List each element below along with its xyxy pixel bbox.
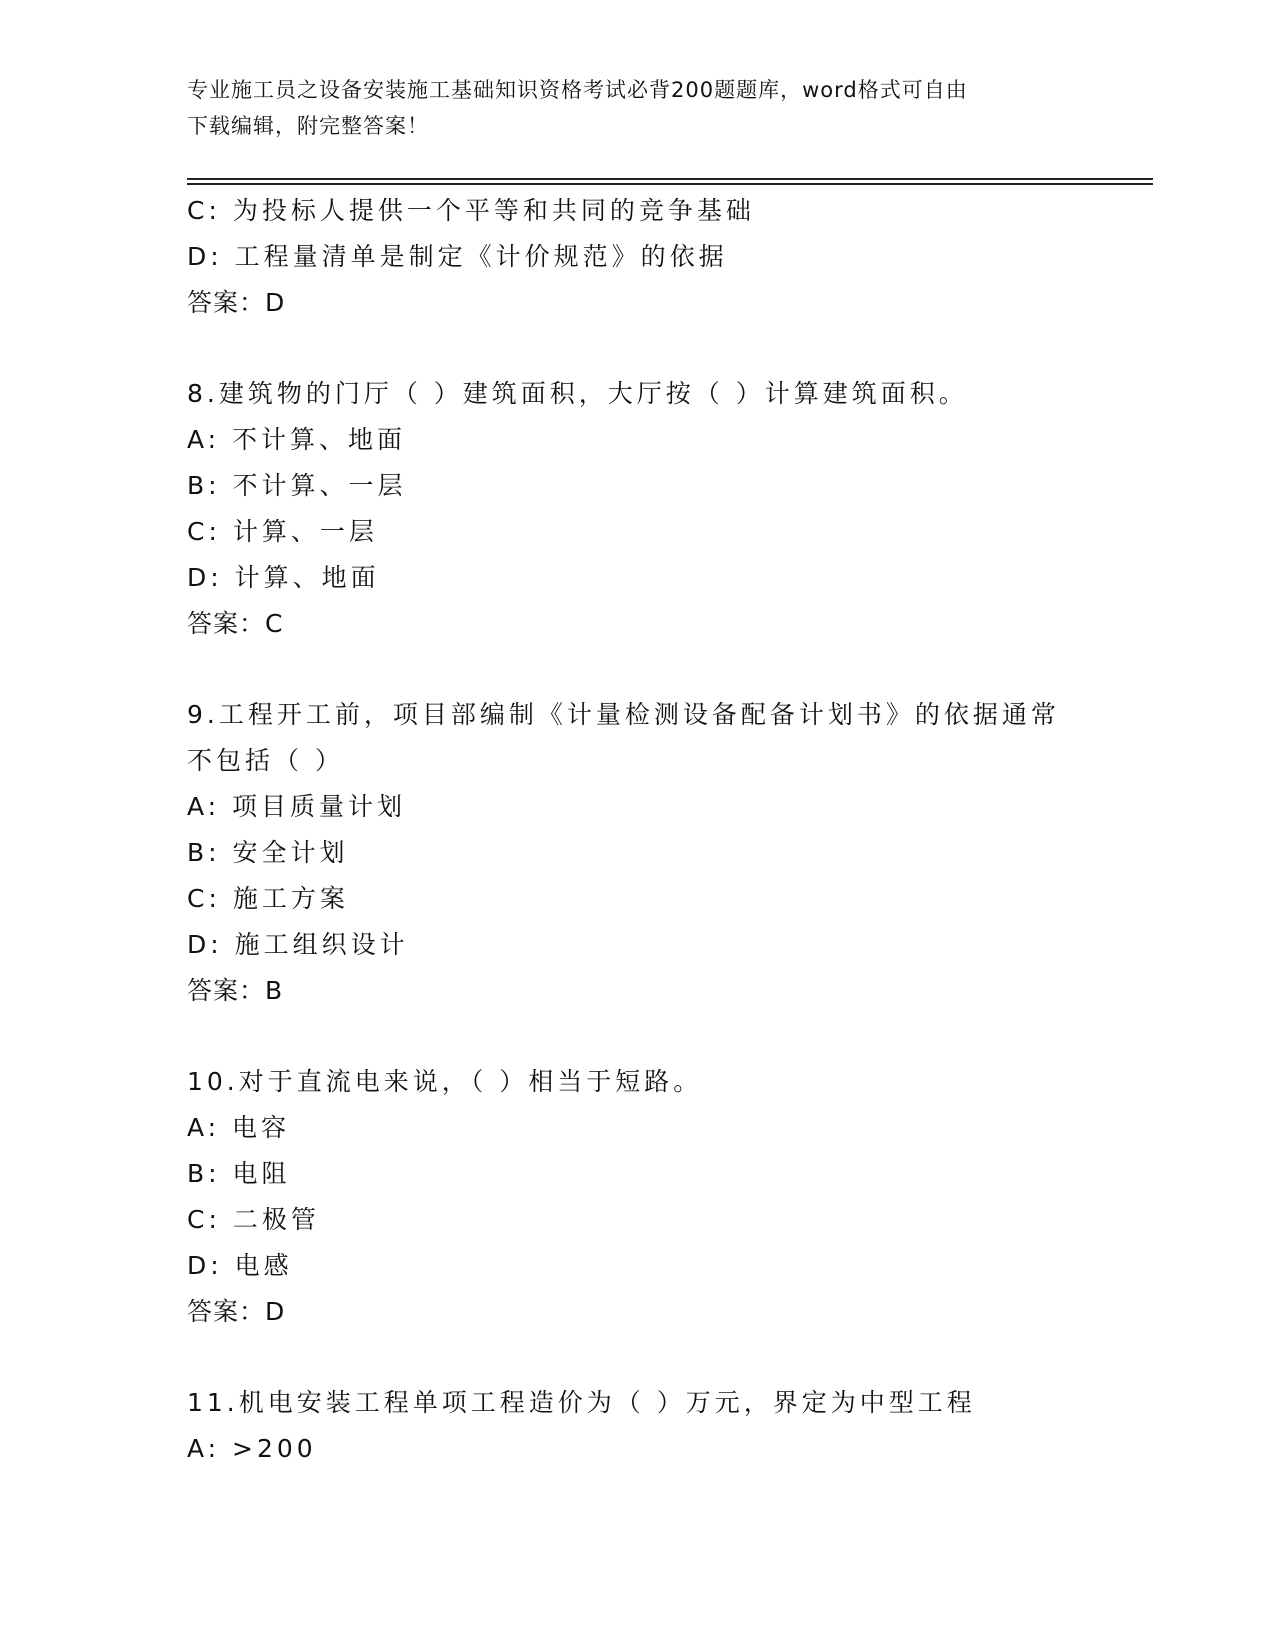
question-stem: 10.对于直流电来说，（ ）相当于短路。 [187, 1067, 703, 1096]
option-a: A: 电容 [187, 1113, 291, 1142]
option-b: B: 不计算、一层 [187, 471, 407, 500]
option-d: D: 施工组织设计 [187, 930, 409, 959]
option-a: A: >200 [187, 1434, 317, 1463]
answer-line: 答案：B [187, 976, 284, 1005]
question-stem: 11.机电安装工程单项工程造价为（ ）万元，界定为中型工程 [187, 1388, 976, 1417]
question-stem: 8.建筑物的门厅（ ）建筑面积，大厅按（ ）计算建筑面积。 [187, 379, 968, 408]
question-list [187, 188, 1087, 1472]
option-c: C: 计算、一层 [187, 517, 378, 546]
answer-line: 答案：D [187, 288, 286, 317]
question-8 [187, 371, 1087, 647]
question-stem: 9.工程开工前，项目部编制《计量检测设备配备计划书》的依据通常 [187, 700, 1060, 729]
answer-line: 答案：C [187, 609, 284, 638]
question-stem-continued: 不包括（ ） [187, 746, 344, 775]
option-b: B: 电阻 [187, 1159, 291, 1188]
question-10 [187, 1059, 1087, 1335]
option-d: D: 电感 [187, 1251, 293, 1280]
question-9 [187, 692, 1087, 1014]
header-divider-top [187, 178, 1153, 180]
header-divider-bottom [187, 183, 1153, 185]
document-header [187, 72, 1087, 144]
header-title-line-1: 专业施工员之设备安装施工基础知识资格考试必背200题题库，word格式可自由 [187, 78, 968, 102]
header-title-line-2: 下载编辑，附完整答案！ [187, 114, 429, 138]
option-b: B: 安全计划 [187, 838, 349, 867]
option-a: A: 不计算、地面 [187, 425, 407, 454]
option-c: C: 为投标人提供一个平等和共同的竞争基础 [187, 196, 755, 225]
option-d: D: 工程量清单是制定《计价规范》的依据 [187, 242, 728, 271]
question-fragment [187, 188, 1087, 326]
option-c: C: 二极管 [187, 1205, 320, 1234]
option-d: D: 计算、地面 [187, 563, 380, 592]
answer-line: 答案：D [187, 1297, 286, 1326]
option-a: A: 项目质量计划 [187, 792, 407, 821]
question-11 [187, 1380, 1087, 1472]
option-c: C: 施工方案 [187, 884, 349, 913]
